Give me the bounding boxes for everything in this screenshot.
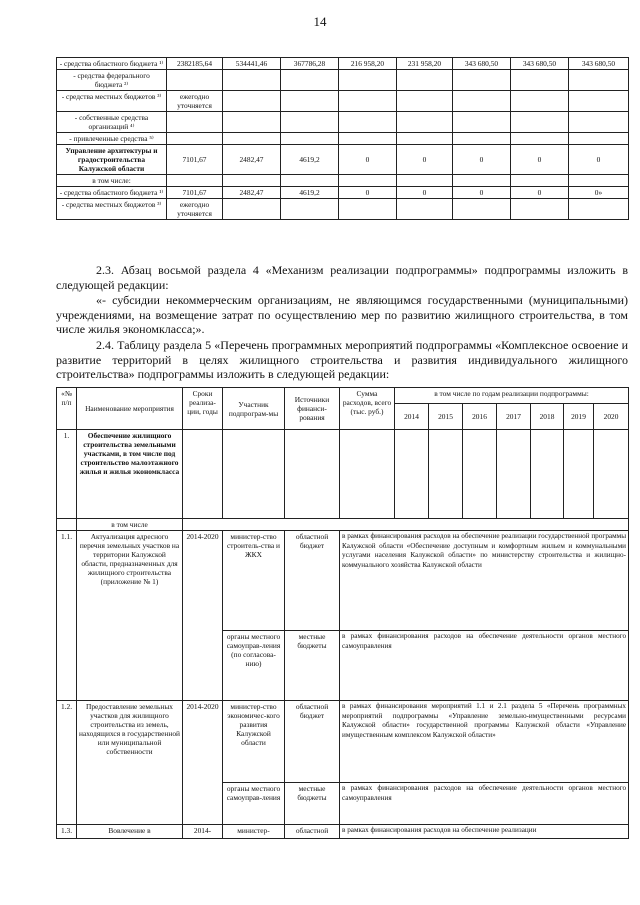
financing-cell (453, 133, 511, 145)
financing-row-label: - средства федерального бюджета ²⁾ (57, 70, 167, 91)
row-1-2-source-1: областной бюджет (285, 701, 340, 783)
financing-cell: 0 (511, 145, 569, 175)
financing-row-label: Управление архитектуры и градостроительства Калужской области (57, 145, 167, 175)
financing-cell (569, 175, 629, 187)
financing-cell (167, 112, 223, 133)
financing-cell (339, 175, 397, 187)
financing-row-label: - средства областного бюджета ¹⁾ (57, 187, 167, 199)
row-1-1-source-1: областной бюджет (285, 531, 340, 631)
financing-cell: 7101,67 (167, 145, 223, 175)
financing-cell (511, 175, 569, 187)
row-1-2-source-2: местные бюджеты (285, 783, 340, 825)
program-measures-table (56, 387, 629, 839)
row-1-3-term: 2014- (183, 825, 223, 839)
financing-cell (397, 91, 453, 112)
header-num: «№ п/п (57, 388, 77, 430)
financing-cell (223, 133, 281, 145)
row-1-2-financing-2: в рамках финансирования расходов на обеспечение деятельности органов местного самоуправления (340, 783, 629, 825)
financing-cell: 231 958,20 (397, 58, 453, 70)
financing-cell (453, 175, 511, 187)
financing-cell: 2482,47 (223, 145, 281, 175)
header-sum: Сумма расходов, всего (тыс. руб.) (340, 388, 395, 430)
row-1-1-term: 2014-2020 (183, 531, 223, 701)
row-1-2-num: 1.2. (57, 701, 77, 825)
financing-cell (569, 199, 629, 220)
financing-row-label: - средства местных бюджетов ³⁾ (57, 91, 167, 112)
financing-cell (511, 199, 569, 220)
header-source: Источники финанси-рования (285, 388, 340, 430)
financing-cell: 0» (569, 187, 629, 199)
financing-row (57, 58, 629, 70)
financing-cell: 4619,2 (281, 145, 339, 175)
financing-cell: 2482,47 (223, 187, 281, 199)
financing-row (57, 133, 629, 145)
financing-cell (397, 133, 453, 145)
financing-row-label: - средства местных бюджетов ³⁾ (57, 199, 167, 220)
financing-cell (397, 70, 453, 91)
financing-cell (223, 91, 281, 112)
financing-cell: 2382185,64 (167, 58, 223, 70)
row-1-2-financing-1: в рамках финансирования мероприятий 1.1 и 2.1 раздела 5 «Перечень программных мероприятий подпрограммы «Управление земельно-имущественными ресурсами Калужской области» государственной программы Калужской области «Управление имущественным комплексом Калужской области» (340, 701, 629, 783)
row-1-2-participant-1: министер-ство экономичес-кого развития Калужской области (223, 701, 285, 783)
financing-cell (281, 199, 339, 220)
row-1-1-source-2: местные бюджеты (285, 631, 340, 701)
financing-cell (223, 199, 281, 220)
financing-cell (281, 70, 339, 91)
financing-row-label: - собственные средства организаций ⁴⁾ (57, 112, 167, 133)
financing-cell (453, 199, 511, 220)
financing-row-label: в том числе: (57, 175, 167, 187)
financing-cell: 534441,46 (223, 58, 281, 70)
financing-cell (167, 133, 223, 145)
financing-cell (223, 112, 281, 133)
financing-cell: 7101,67 (167, 187, 223, 199)
financing-cell: 343 680,50 (569, 58, 629, 70)
financing-cell: 0 (397, 187, 453, 199)
row-1-num: 1. (57, 430, 77, 519)
financing-row (57, 145, 629, 175)
financing-cell (167, 70, 223, 91)
financing-cell (511, 91, 569, 112)
financing-cell: 0 (339, 187, 397, 199)
financing-cell (281, 175, 339, 187)
financing-cell (339, 70, 397, 91)
financing-row (57, 91, 629, 112)
row-1-2-name: Предоставление земельных участков для жилищного строительства из земель, находящихся в государственной или муниципальной собственности (77, 701, 183, 825)
financing-cell (223, 175, 281, 187)
financing-row (57, 112, 629, 133)
header-year: 2018 (531, 404, 564, 430)
financing-row (57, 199, 629, 220)
row-1-1-name: Актуализация адресного перечня земельных участков на территории Калужской области, предназначенных для жилищного строительства (приложение № 1) (77, 531, 183, 701)
row-1-3-source: областной (285, 825, 340, 839)
financing-cell (511, 112, 569, 133)
financing-cell (339, 91, 397, 112)
financing-cell: 0 (453, 145, 511, 175)
row-1-name: Обеспечение жилищного строительства земельными участками, в том числе под строительство малоэтажного жилья и жилья экономкласса (77, 430, 183, 519)
financing-cell: ежегодно уточняется (167, 199, 223, 220)
financing-cell (569, 91, 629, 112)
financing-cell (511, 133, 569, 145)
paragraph-subsidies: «- субсидии некоммерческим организациям, не являющимся государственными (муниципальными) учреждениями, на возмещение затрат по осуществлению мер по развитию жилищного строительства, в том числе жилья экономкласса;». (56, 293, 628, 337)
row-1-2-term: 2014-2020 (183, 701, 223, 825)
financing-cell (453, 91, 511, 112)
financing-cell (569, 112, 629, 133)
financing-cell (511, 70, 569, 91)
financing-row-label: - средства областного бюджета ¹⁾ (57, 58, 167, 70)
financing-cell: 0 (453, 187, 511, 199)
header-year: 2015 (429, 404, 463, 430)
financing-cell (397, 175, 453, 187)
financing-cell (569, 70, 629, 91)
page-number: 14 (313, 14, 327, 29)
financing-cell: 0 (511, 187, 569, 199)
financing-cell: 0 (339, 145, 397, 175)
row-1-3-financing: в рамках финансирования расходов на обеспечение реализации (340, 825, 629, 839)
financing-cell: 216 958,20 (339, 58, 397, 70)
financing-row (57, 175, 629, 187)
financing-cell (339, 112, 397, 133)
financing-cell (281, 133, 339, 145)
financing-cell: 0 (569, 145, 629, 175)
row-including: в том числе (77, 519, 183, 531)
row-1-1-financing-2: в рамках финансирования расходов на обеспечение деятельности органов местного самоуправления (340, 631, 629, 701)
header-year: 2016 (463, 404, 497, 430)
row-1-2-participant-2: органы местного самоуправ-ления (223, 783, 285, 825)
row-1-1-participant-1: министер-ство строитель-ства и ЖКХ (223, 531, 285, 631)
header-participant: Участник подпрограм-мы (223, 388, 285, 430)
financing-row (57, 187, 629, 199)
financing-cell (397, 112, 453, 133)
row-1-3-num: 1.3. (57, 825, 77, 839)
paragraph-2-4: 2.4. Таблицу раздела 5 «Перечень программных мероприятий подпрограммы «Комплексное освоение и развитие территорий в целях жилищного строительства и развития индивидуального жилищного строительства» подпрограммы изложить в следующей редакции: (56, 338, 628, 382)
financing-row-label: - привлеченные средства ⁵⁾ (57, 133, 167, 145)
header-years-group: в том числе по годам реализации подпрограммы: (395, 388, 629, 404)
header-name: Наименование мероприятия (77, 388, 183, 430)
financing-cell (281, 112, 339, 133)
financing-cell: 4619,2 (281, 187, 339, 199)
header-year: 2019 (564, 404, 594, 430)
financing-cell (453, 112, 511, 133)
financing-cell: 343 680,50 (511, 58, 569, 70)
financing-row (57, 70, 629, 91)
row-1-3-participant: министер- (223, 825, 285, 839)
financing-cell: ежегодно уточняется (167, 91, 223, 112)
financing-cell (339, 199, 397, 220)
financing-cell (281, 91, 339, 112)
financing-cell (397, 199, 453, 220)
header-year: 2020 (594, 404, 629, 430)
financing-cell (339, 133, 397, 145)
financing-cell (453, 70, 511, 91)
header-year: 2017 (497, 404, 531, 430)
financing-table (56, 57, 629, 220)
header-term: Сроки реализа-ции, годы (183, 388, 223, 430)
paragraph-2-3: 2.3. Абзац восьмой раздела 4 «Механизм реализации подпрограммы» подпрограммы изложить в следующей редакции: (56, 263, 628, 292)
row-1-3-name: Вовлечение в (77, 825, 183, 839)
financing-cell: 0 (397, 145, 453, 175)
financing-cell: 367786,28 (281, 58, 339, 70)
financing-cell (167, 175, 223, 187)
header-year: 2014 (395, 404, 429, 430)
financing-cell: 343 680,50 (453, 58, 511, 70)
financing-cell (569, 133, 629, 145)
row-1-1-num: 1.1. (57, 531, 77, 701)
row-1-1-financing-1: в рамках финансирования расходов на обеспечение реализации государственной программы Калужской области «Обеспечение доступным и комфортным жильем и коммунальными услугами населения Калужской области» по министерству строительства и жилищно-коммунального хозяйства Калужской области (340, 531, 629, 631)
financing-cell (223, 70, 281, 91)
row-1-1-participant-2: органы местного самоуправ-ления (по согласова-нию) (223, 631, 285, 701)
